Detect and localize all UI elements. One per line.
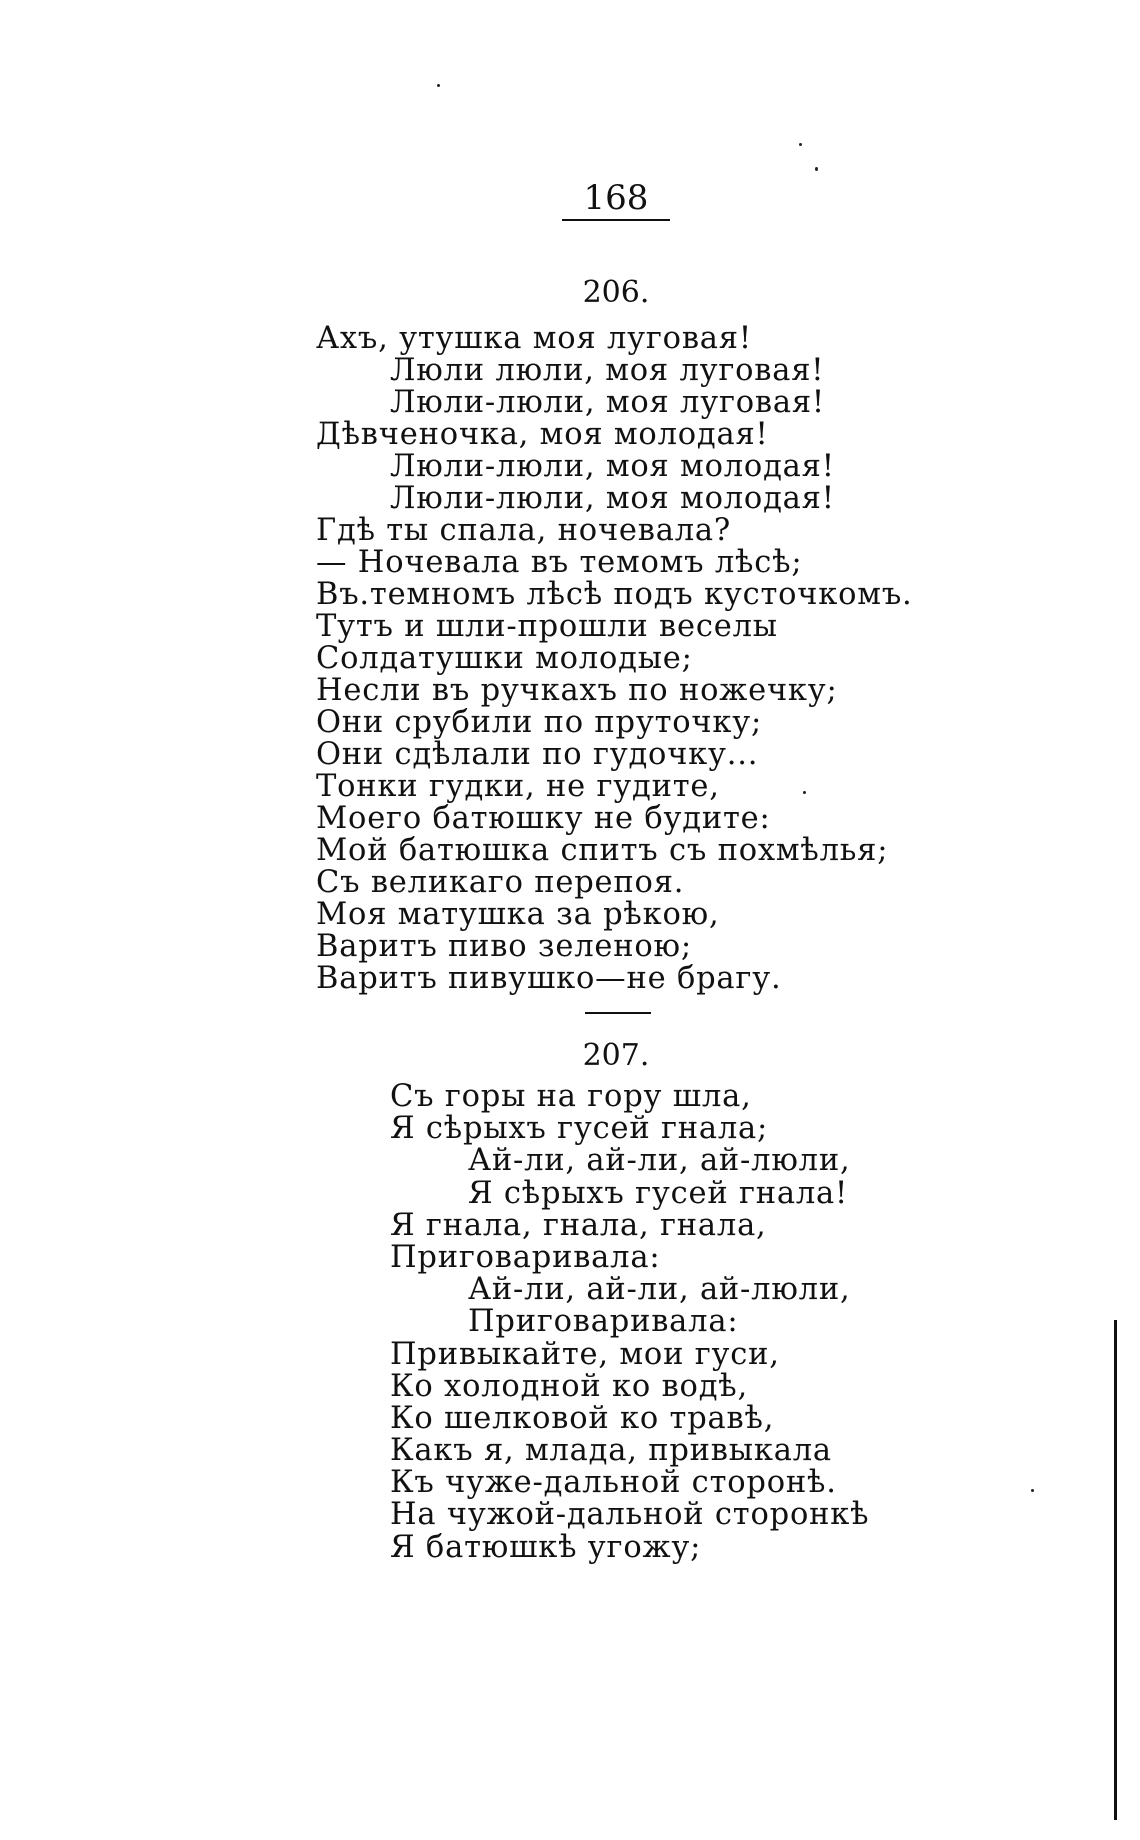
page-number-rule <box>562 219 670 221</box>
verse-line: Тутъ и шли-прошли веселы <box>316 609 778 644</box>
poem-206-text <box>316 323 913 995</box>
verse-line: Къ чуже-дальной сторонѣ. <box>390 1465 837 1501</box>
page-number: 168 <box>583 178 649 218</box>
verse-line: Ай-ли, ай-ли, ай-люли, <box>468 1143 851 1179</box>
verse-line: Приговаривала: <box>468 1304 739 1340</box>
scan-speck <box>803 791 806 794</box>
verse-line: Люли-люли, моя молодая! <box>390 449 835 484</box>
scan-speck <box>1031 1489 1034 1492</box>
verse-line: Я батюшкѣ угожу; <box>390 1529 702 1565</box>
verse-line: Варитъ пивушко—не брагу. <box>316 961 782 996</box>
verse-line: Я сѣрыхъ гусей гнала! <box>468 1175 849 1211</box>
verse-line: Съ великаго перепоя. <box>316 865 685 900</box>
verse-line: Съ горы на гору шла, <box>390 1079 752 1114</box>
verse-line: Варитъ пиво зеленою; <box>316 929 692 964</box>
verse-line: Какъ я, млада, привыкала <box>390 1433 832 1469</box>
poem-number-207: 207. <box>582 1038 650 1073</box>
verse-line: Люли-люли, моя луговая! <box>390 385 825 420</box>
verse-line: Ай-ли, ай-ли, ай-люли, <box>468 1272 851 1308</box>
verse-line: Ко холодной ко водѣ, <box>390 1368 748 1404</box>
verse-line: На чужой-дальной сторонкѣ <box>390 1497 870 1533</box>
verse-line: Люли-люли, моя молодая! <box>390 481 835 516</box>
poem-number-206: 206. <box>582 275 650 310</box>
scan-speck <box>437 84 440 87</box>
verse-line: Привыкайте, мои гуси, <box>390 1336 780 1372</box>
verse-line: Солдатушки молодые; <box>316 641 693 676</box>
verse-line: Моя матушка за рѣкою, <box>316 897 720 932</box>
verse-line: Они срубили по пруточку; <box>316 705 763 740</box>
verse-line: Въ.темномъ лѣсѣ подъ кусточкомъ. <box>316 577 913 612</box>
verse-line: Моего батюшку не будите: <box>316 801 771 836</box>
poem-separator-rule <box>585 1012 651 1014</box>
verse-line: Они сдѣлали по гудочку... <box>316 737 759 772</box>
poem-207-text <box>390 1081 869 1564</box>
verse-line: Мой батюшка спитъ съ похмѣлья; <box>316 833 889 868</box>
verse-line: — Ночевала въ темомъ лѣсѣ; <box>316 545 803 580</box>
page-edge <box>1114 1320 1117 1820</box>
verse-line: Тонки гудки, не гудите, <box>316 769 720 804</box>
scan-speck <box>799 143 802 146</box>
verse-line: Ахъ, утушка моя луговая! <box>316 321 752 356</box>
verse-line: Несли въ ручкахъ по ножечку; <box>316 673 838 708</box>
verse-line: Я гнала, гнала, гнала, <box>390 1207 767 1243</box>
verse-line: Люли люли, моя луговая! <box>390 353 825 388</box>
verse-line: Дѣвченочка, моя молодая! <box>316 417 769 452</box>
verse-line: Приговаривала: <box>390 1239 661 1275</box>
verse-line: Я сѣрыхъ гусей гнала; <box>390 1111 769 1147</box>
verse-line: Ко шелковой ко травѣ, <box>390 1400 775 1436</box>
scan-speck <box>815 167 818 171</box>
verse-line: Гдѣ ты спала, ночевала? <box>316 513 732 548</box>
